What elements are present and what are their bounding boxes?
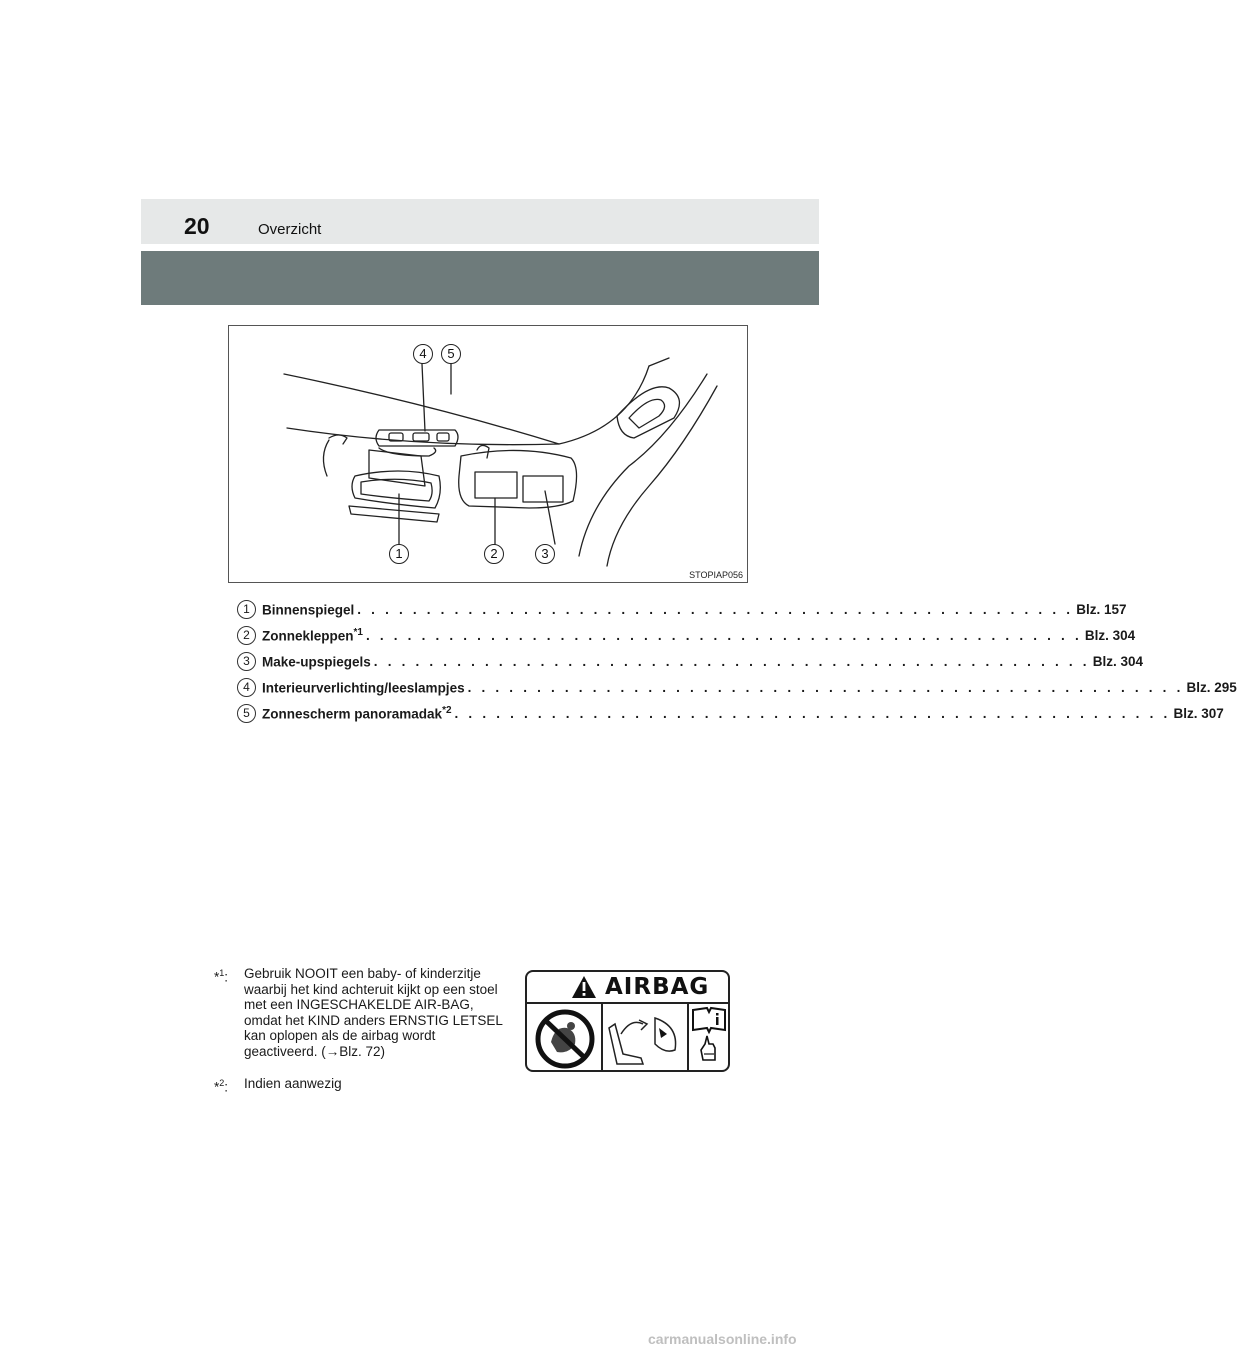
callout-5: 5	[441, 344, 461, 364]
item-label: Interieurverlichting/leeslampjes	[262, 680, 465, 696]
item-number: 4	[237, 678, 256, 697]
item-label: Zonnescherm panoramadak$^{*2}$	[262, 704, 452, 722]
footnote-2	[214, 1076, 514, 1096]
read-manual-icon	[689, 1004, 729, 1072]
airbag-label-header	[527, 972, 728, 1004]
item-label: Binnenspiegel	[262, 602, 355, 618]
footnote-mark: *$^2$:	[214, 1078, 229, 1095]
footnote-mark: *$^1$:	[214, 968, 229, 985]
callout-4: 4	[413, 344, 433, 364]
callout-2: 2	[484, 544, 504, 564]
warning-triangle-icon	[571, 975, 597, 999]
roof-console-illustration	[228, 325, 748, 583]
list-item[interactable]	[237, 598, 1127, 620]
list-item[interactable]	[237, 676, 1237, 698]
header-bar	[141, 199, 819, 244]
callout-3: 3	[535, 544, 555, 564]
item-label: Zonnekleppen$^{*1}$	[262, 626, 363, 644]
leader-dots: . . . . . . . . . . . . . . . . . . . . . . . . . . . . . . . . . . . . . . . . . . . . . . . . . . . .	[365, 627, 1082, 643]
item-page-ref[interactable]: Blz. 304	[1084, 627, 1136, 643]
item-number: 1	[237, 600, 256, 619]
item-label: Make-upspiegels	[262, 654, 371, 670]
watermark: carmanualsonline.info	[648, 1331, 797, 1347]
page-number: 20	[184, 213, 210, 239]
leader-dots: . . . . . . . . . . . . . . . . . . . . . . . . . . . . . . . . . . . . . . . . . . . . . . . . . . . .	[467, 679, 1184, 695]
item-number: 2	[237, 626, 256, 645]
figure-code: STOPIAP056	[689, 570, 743, 580]
callout-1: 1	[389, 544, 409, 564]
airbag-warning-label	[525, 970, 730, 1072]
no-rear-facing-seat-icon	[527, 1004, 603, 1072]
item-number: 5	[237, 704, 256, 723]
footnote-1	[214, 966, 514, 1076]
footnote-text: Indien aanwezig	[244, 1076, 342, 1091]
list-item[interactable]	[237, 650, 1144, 672]
airbag-label-body	[527, 1004, 728, 1072]
footnote-text: Gebruik NOOIT een baby- of kinderzitje waarbij het kind achteruit kijkt op een stoel met een INGESCHAKELDE AIR-BAG, omdat het KIND anders ERNSTIG LETSEL kan oplopen als de airbag wordt geactiveerd. (→Blz. 72)	[244, 966, 503, 1059]
item-page-ref[interactable]: Blz. 157	[1076, 601, 1127, 617]
leader-dots: . . . . . . . . . . . . . . . . . . . . . . . . . . . . . . . . . . . . . . . . . . . . . . . . . . . .	[454, 705, 1171, 721]
section-title: Overzicht	[258, 221, 322, 238]
list-item[interactable]	[237, 702, 1224, 724]
section-band	[141, 251, 819, 305]
item-number: 3	[237, 652, 256, 671]
item-page-ref[interactable]: Blz. 295	[1186, 679, 1237, 695]
leader-dots: . . . . . . . . . . . . . . . . . . . . . . . . . . . . . . . . . . . . . . . . . . . . . . . . . . . .	[357, 601, 1074, 617]
airbag-deploy-icon	[603, 1004, 689, 1072]
list-item[interactable]	[237, 624, 1136, 646]
item-page-ref[interactable]: Blz. 307	[1173, 705, 1224, 721]
airbag-title: AIRBAG	[605, 974, 710, 1000]
item-page-ref[interactable]: Blz. 304	[1092, 653, 1144, 669]
leader-dots: . . . . . . . . . . . . . . . . . . . . . . . . . . . . . . . . . . . . . . . . . . . . . . . . . . . .	[373, 653, 1090, 669]
